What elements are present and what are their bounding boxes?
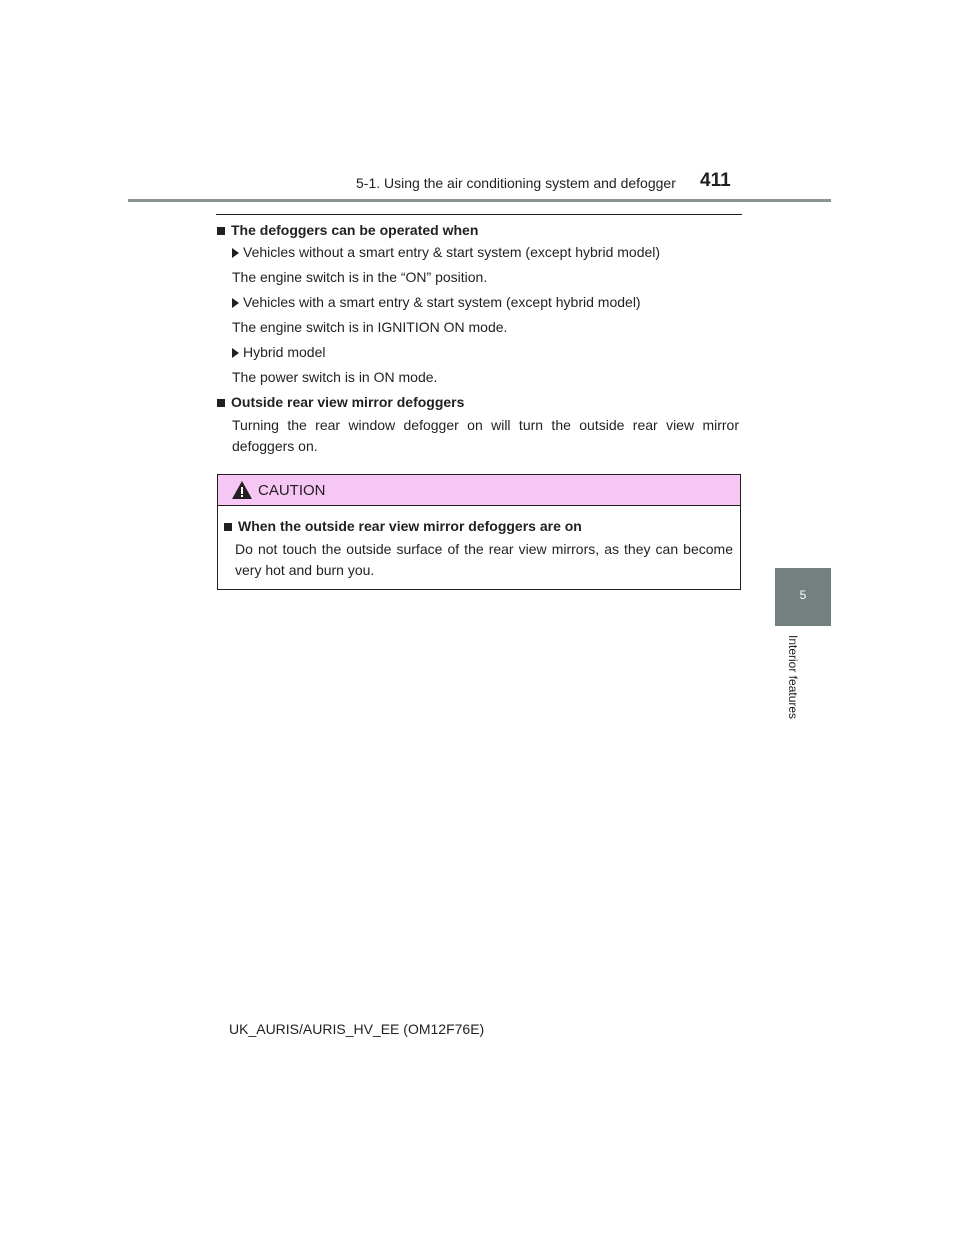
caution-heading: When the outside rear view mirror defoggers are on — [224, 518, 582, 534]
section-title: 5-1. Using the air conditioning system and defogger — [356, 175, 676, 191]
square-bullet-icon — [224, 523, 232, 531]
square-bullet-icon — [217, 227, 225, 235]
chapter-number: 5 — [799, 588, 807, 602]
condition-item: Vehicles with a smart entry & start system (except hybrid model) — [232, 294, 641, 310]
triangle-bullet-icon — [232, 248, 239, 258]
page-number: 411 — [700, 170, 731, 191]
condition-description: The engine switch is in IGNITION ON mode. — [232, 319, 508, 335]
warning-icon — [231, 480, 253, 500]
triangle-bullet-icon — [232, 348, 239, 358]
chapter-tab — [775, 568, 831, 626]
chapter-label: Interior features — [786, 635, 800, 720]
caution-header — [218, 475, 740, 506]
caution-box — [217, 474, 741, 590]
caution-text: Do not touch the outside surface of the rear view mirrors, as they can become very hot and burn you. — [235, 541, 733, 578]
section-rule — [216, 214, 742, 215]
mirror-text: Turning the rear window defogger on will turn the outside rear view mirror defoggers on. — [232, 417, 739, 454]
condition-item: Vehicles without a smart entry & start system (except hybrid model) — [232, 244, 660, 260]
triangle-bullet-icon — [232, 298, 239, 308]
square-bullet-icon — [217, 399, 225, 407]
mirror-heading: Outside rear view mirror defoggers — [217, 394, 464, 410]
condition-description: The engine switch is in the “ON” position. — [232, 269, 488, 285]
operation-heading: The defoggers can be operated when — [217, 222, 478, 238]
condition-item: Hybrid model — [232, 344, 325, 360]
footer-code: UK_AURIS/AURIS_HV_EE (OM12F76E) — [229, 1021, 485, 1037]
condition-description: The power switch is in ON mode. — [232, 369, 438, 385]
caution-title: CAUTION — [258, 482, 326, 499]
header-rule — [128, 199, 831, 202]
